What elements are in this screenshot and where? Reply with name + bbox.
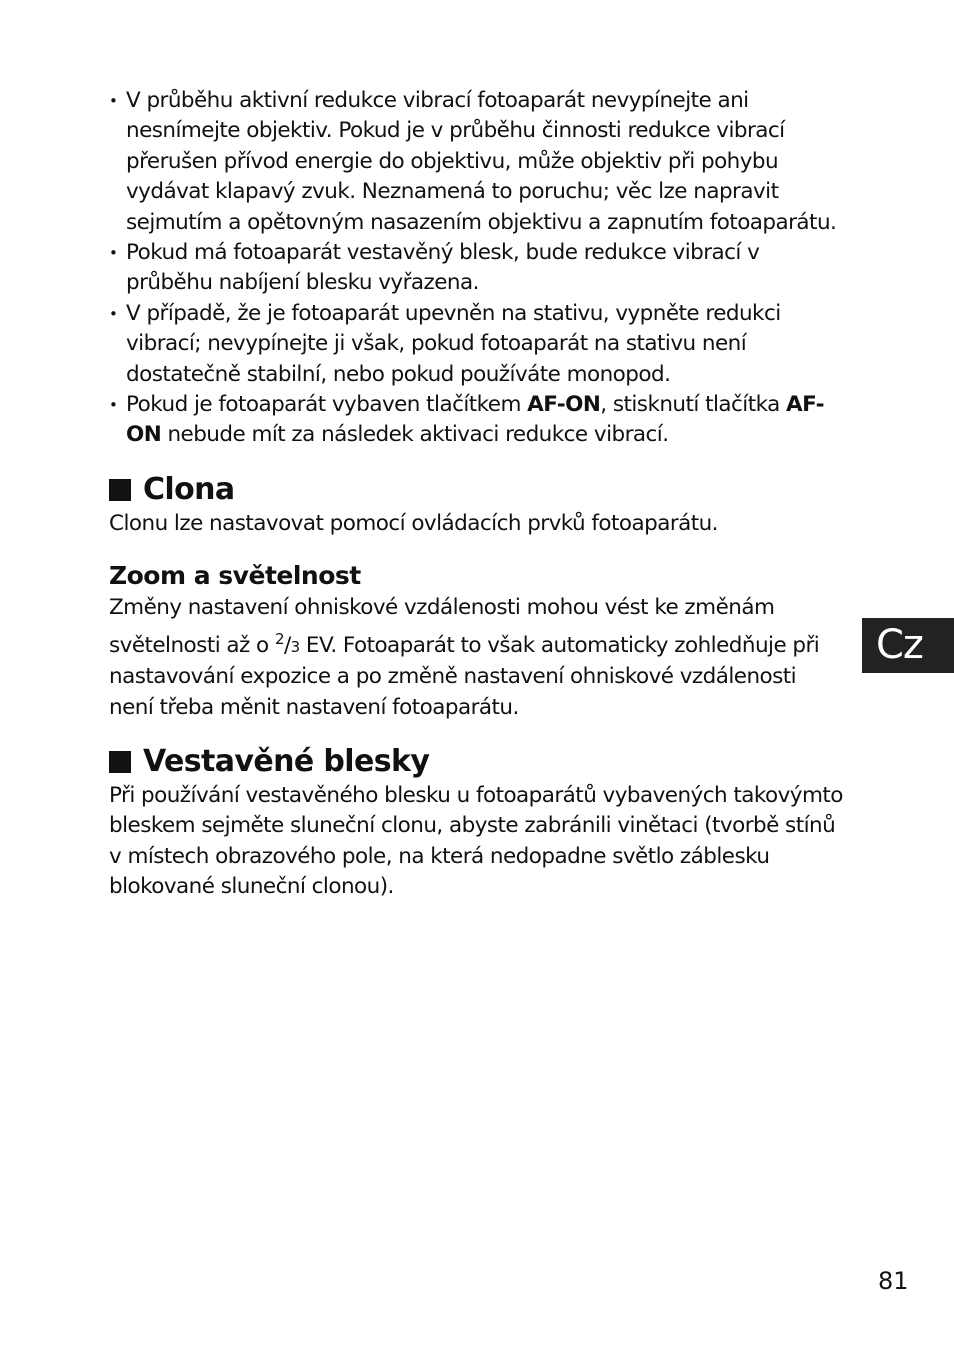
blesky-paragraph: Při používání vestavěného blesku u fotoaparátů vybavených takovýmto bleskem sejměte sluneční clonu, abyste zabránili vinětaci (tvorbě stínů v místech obrazového pole, na která nedopadne světlo záblesku blokované sluneční clonou). [109, 783, 843, 900]
af-on-label: AF-ON [126, 392, 824, 448]
zoom-text-after: EV. Fotoaparát to však automaticky zohledňuje při nastavování expozice a po změně nastavení ohniskové vzdálenosti není třeba měnit nastavení fotoaparátu. [109, 632, 820, 720]
bullet-dot: • [109, 396, 118, 415]
bullet-list [109, 86, 844, 451]
list-item [109, 390, 844, 451]
fraction-denominator: 3 [290, 637, 300, 656]
bullet-text: V případě, že je fotoaparát upevněn na stativu, vypněte redukci vibrací; nevypínejte ji však, pokud fotoaparát na stativu není dostatečně stabilní, nebo pokud používáte monopod. [126, 300, 781, 387]
section-heading-blesky [109, 743, 844, 781]
bullet-text-part: , stisknutí tlačítka [600, 392, 787, 418]
language-tab: Cz [862, 618, 954, 673]
bullet-dot: • [109, 92, 118, 110]
list-item [109, 86, 844, 238]
square-bullet-icon [109, 751, 131, 773]
section-title: Clona [143, 471, 235, 507]
section-heading-clona [109, 471, 844, 509]
square-bullet-icon [109, 479, 131, 501]
bullet-dot: • [109, 244, 118, 263]
bullet-text-part: nebude mít za následek aktivaci redukce vibrací. [161, 422, 669, 448]
bullet-text: V průběhu aktivní redukce vibrací fotoaparát nevypínejte ani nesnímejte objektiv. Pokud je v průběhu činnosti redukce vibrací přerušen přívod energie do objektivu, může objektiv při pohybu vydávat klapavý zvuk. Neznamená to poruchu; věc lze napravit sejmutím a opětovným nasazením objektivu a zapnutím fotoaparátu. [126, 88, 837, 235]
fraction-separator: / [283, 632, 291, 658]
bullet-text: Pokud má fotoaparát vestavěný blesk, bude redukce vibrací v průběhu nabíjení blesku vyřazena. [126, 240, 760, 296]
zoom-text-before: Změny nastavení ohniskové vzdálenosti mohou vést ke změnám světelnosti až o [109, 595, 775, 658]
bullet-text-part: Pokud je fotoaparát vybaven tlačítkem [126, 392, 528, 418]
list-item [109, 238, 844, 299]
fraction-numerator: 2 [274, 629, 284, 648]
page-content [109, 86, 844, 903]
clona-paragraph: Clonu lze nastavovat pomocí ovládacích prvků fotoaparátu. [109, 510, 718, 536]
section-title: Vestavěné blesky [143, 744, 430, 780]
zoom-paragraph [109, 593, 844, 723]
af-on-label: AF-ON [527, 392, 601, 418]
list-item [109, 299, 844, 390]
page-number: 81 [878, 1267, 909, 1295]
subheading-zoom: Zoom a světelnost [109, 561, 361, 591]
bullet-dot: • [109, 304, 118, 323]
